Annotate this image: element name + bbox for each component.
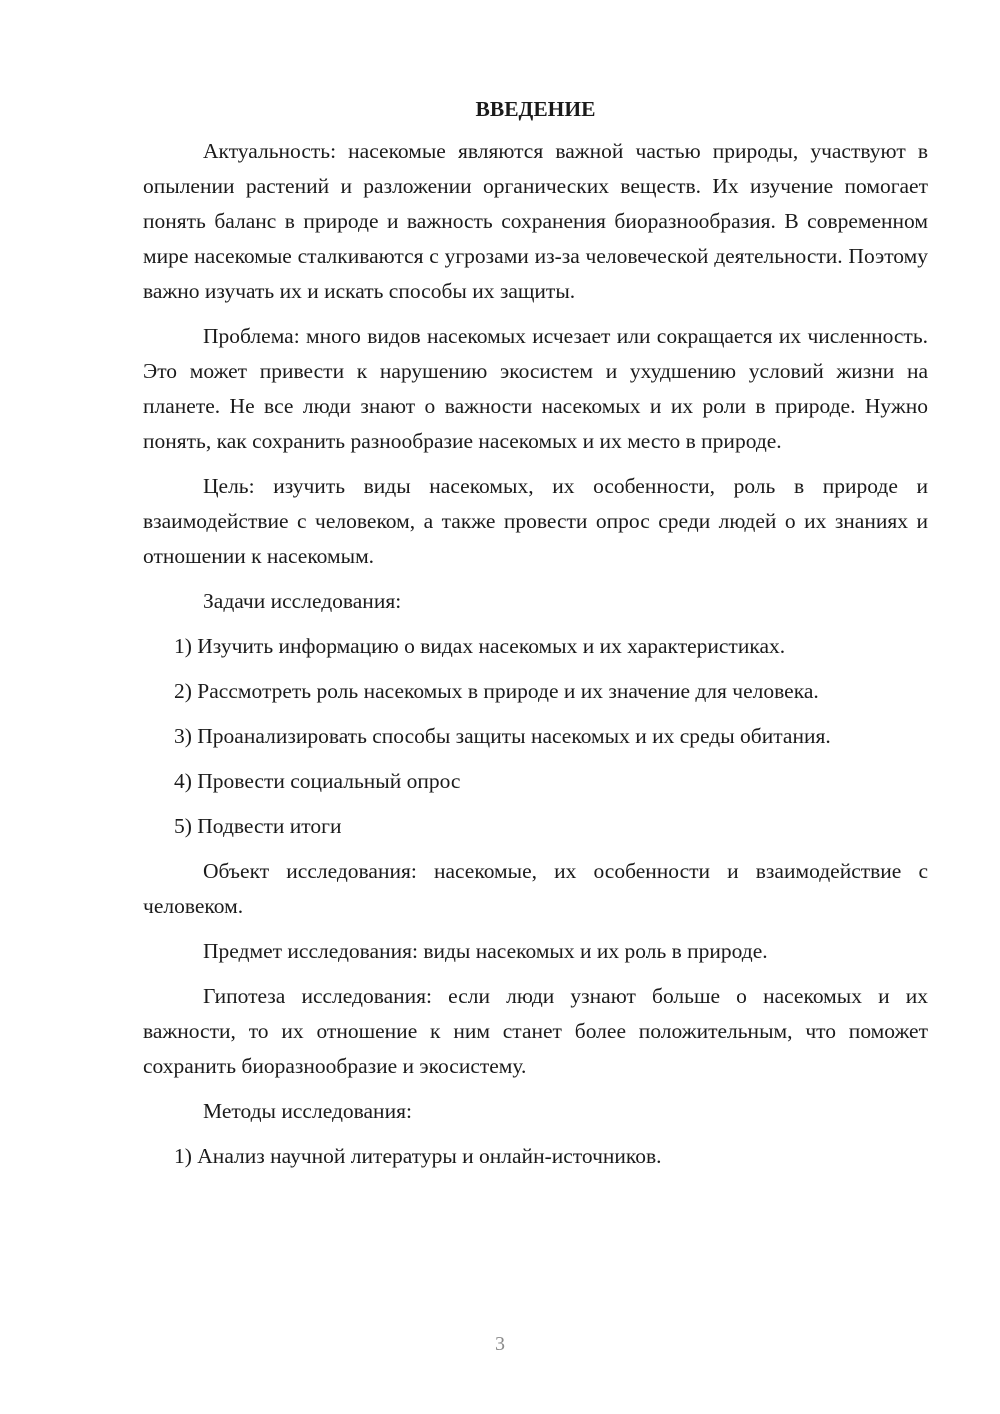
tasks-heading: Задачи исследования:: [203, 589, 402, 613]
document-page: [143, 90, 928, 1184]
hypothesis-paragraph: Гипотеза исследования: если люди узнают больше о насекомых и их важности, то их отношение к ним станет более положительным, что поможет сохранить биоразнообразие и экосистему.: [143, 984, 928, 1078]
section-title: ВВЕДЕНИЕ: [475, 97, 596, 121]
task-item-3: 3) Проанализировать способы защиты насекомых и их среды обитания.: [174, 724, 831, 748]
object-paragraph: Объект исследования: насекомые, их особенности и взаимодействие с человеком.: [143, 859, 928, 918]
task-item-5: 5) Подвести итоги: [174, 814, 342, 838]
goal-paragraph: Цель: изучить виды насекомых, их особенности, роль в природе и взаимодействие с человеком, а также провести опрос среди людей о их знаниях и отношении к насекомым.: [143, 474, 928, 568]
task-item-2: 2) Рассмотреть роль насекомых в природе и их значение для человека.: [174, 679, 819, 703]
methods-heading: Методы исследования:: [203, 1099, 412, 1123]
task-item-4: 4) Провести социальный опрос: [174, 769, 461, 793]
task-item-1: 1) Изучить информацию о видах насекомых и их характеристиках.: [174, 634, 786, 658]
method-item-1: 1) Анализ научной литературы и онлайн-источников.: [174, 1144, 662, 1168]
subject-paragraph: Предмет исследования: виды насекомых и их роль в природе.: [203, 939, 768, 963]
problem-paragraph: Проблема: много видов насекомых исчезает или сокращается их численность. Это может привести к нарушению экосистем и ухудшению условий жизни на планете. Не все люди знают о важности насекомых и их роли в природе. Нужно понять, как сохранить разнообразие насекомых и их место в природе.: [143, 324, 928, 453]
relevance-paragraph: Актуальность: насекомые являются важной частью природы, участвуют в опылении растений и разложении органических веществ. Их изучение помогает понять баланс в природе и важность сохранения биоразнообразия. В современном мире насекомые сталкиваются с угрозами из-за человеческой деятельности. Поэтому важно изучать их и искать способы их защиты.: [143, 139, 928, 303]
page-number: 3: [495, 1333, 505, 1355]
